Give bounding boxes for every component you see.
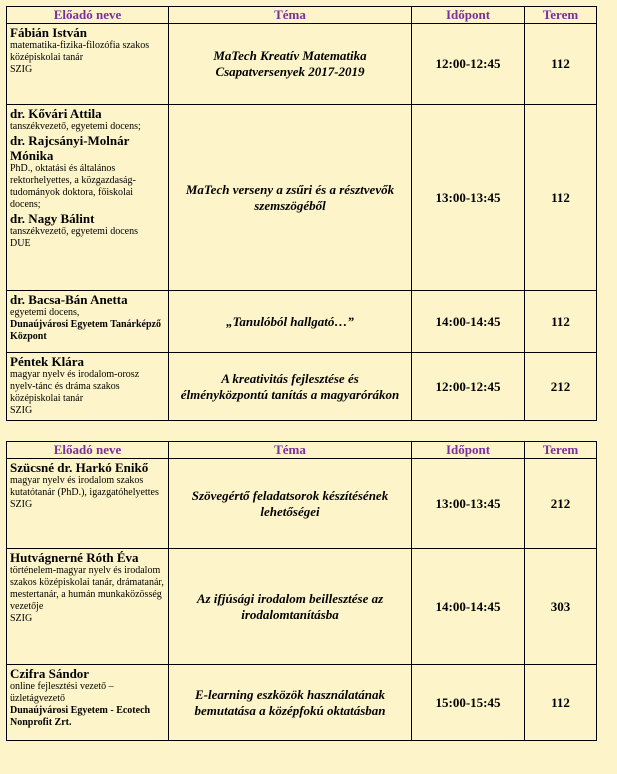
speaker-name: dr. Nagy Bálint <box>10 211 95 226</box>
speaker-org: Dunaújvárosi Egyetem - Ecotech Nonprofit Zrt. <box>10 705 151 728</box>
speaker-org: SZIG <box>10 64 33 75</box>
header-topic: Téma <box>169 7 412 24</box>
room-cell: 112 <box>525 291 597 353</box>
room-cell: 112 <box>525 105 597 291</box>
topic-cell: A kreativitás fejlesztése és élményközpontú tanítás a magyarórákon <box>169 353 412 421</box>
table-row <box>7 665 597 741</box>
header-speaker: Előadó neve <box>7 442 169 459</box>
speaker-role: PhD., oktatási és általános rektorhelyettes, a közgazdaság-tudományok doktora, főiskolai docens; <box>10 163 136 210</box>
speaker-cell <box>7 549 169 665</box>
speaker-name: Péntek Klára <box>10 354 85 369</box>
speaker-name: dr. Kővári Attila <box>10 106 102 121</box>
speaker-role: magyar nyelv és irodalom szakos kutatótanár (PhD.), igazgatóhelyettes <box>10 475 159 498</box>
speaker-cell <box>7 105 169 291</box>
header-room: Terem <box>525 442 597 459</box>
table-row <box>7 459 597 549</box>
topic-cell: „Tanulóból hallgató…” <box>169 291 412 353</box>
speaker-name: Hutvágnerné Róth Éva <box>10 550 139 565</box>
table-row <box>7 353 597 421</box>
topic-cell: MaTech verseny a zsűri és a résztvevők szemszögéből <box>169 105 412 291</box>
room-cell: 112 <box>525 665 597 741</box>
speaker-role: online fejlesztési vezető – üzletágvezető <box>10 681 114 704</box>
table-header-row <box>7 442 597 459</box>
schedule-table-2 <box>6 441 597 741</box>
time-cell: 13:00-13:45 <box>412 105 525 291</box>
table-row <box>7 291 597 353</box>
speaker-org: SZIG <box>10 613 33 624</box>
schedule-table-1 <box>6 6 597 421</box>
speaker-name: Szücsné dr. Harkó Enikő <box>10 460 149 475</box>
room-cell: 212 <box>525 459 597 549</box>
topic-cell: E-learning eszközök használatának bemutatása a középfokú oktatásban <box>169 665 412 741</box>
topic-cell: Az ifjúsági irodalom beillesztése az irodalomtanításba <box>169 549 412 665</box>
speaker-name: dr. Rajcsányi-Molnár Mónika <box>10 133 130 163</box>
table-header-row <box>7 7 597 24</box>
table-row <box>7 549 597 665</box>
speaker-org: DUE <box>10 238 31 249</box>
speaker-org: Dunaújvárosi Egyetem Tanárképző Központ <box>10 319 161 342</box>
room-cell: 112 <box>525 24 597 105</box>
speaker-name: Czifra Sándor <box>10 666 90 681</box>
speaker-role: történelem-magyar nyelv és irodalom szakos középiskolai tanár, drámatanár, mestertanár, a humán munkaközösség vezetője <box>10 565 164 612</box>
header-topic: Téma <box>169 442 412 459</box>
speaker-org: SZIG <box>10 499 33 510</box>
speaker-cell <box>7 291 169 353</box>
speaker-name: Fábián István <box>10 25 87 40</box>
topic-cell: MaTech Kreatív Matematika Csapatversenyek 2017-2019 <box>169 24 412 105</box>
topic-cell: Szövegértő feladatsorok készítésének lehetőségei <box>169 459 412 549</box>
speaker-cell <box>7 459 169 549</box>
header-room: Terem <box>525 7 597 24</box>
header-time: Időpont <box>412 7 525 24</box>
speaker-cell <box>7 665 169 741</box>
table-row <box>7 24 597 105</box>
header-speaker: Előadó neve <box>7 7 169 24</box>
time-cell: 14:00-14:45 <box>412 549 525 665</box>
speaker-cell <box>7 353 169 421</box>
time-cell: 14:00-14:45 <box>412 291 525 353</box>
speaker-role: matematika-fizika-filozófia szakos középiskolai tanár <box>10 40 150 63</box>
time-cell: 15:00-15:45 <box>412 665 525 741</box>
speaker-role: egyetemi docens, <box>10 307 80 318</box>
header-time: Időpont <box>412 442 525 459</box>
speaker-name: dr. Bacsa-Bán Anetta <box>10 292 128 307</box>
time-cell: 12:00-12:45 <box>412 24 525 105</box>
room-cell: 303 <box>525 549 597 665</box>
time-cell: 12:00-12:45 <box>412 353 525 421</box>
speaker-org: SZIG <box>10 405 33 416</box>
speaker-role: tanszékvezető, egyetemi docens <box>10 226 138 237</box>
speaker-role: tanszékvezető, egyetemi docens; <box>10 121 141 132</box>
speaker-cell <box>7 24 169 105</box>
room-cell: 212 <box>525 353 597 421</box>
table-row <box>7 105 597 291</box>
speaker-role: magyar nyelv és irodalom-orosz nyelv-tánc és dráma szakos középiskolai tanár <box>10 369 140 404</box>
time-cell: 13:00-13:45 <box>412 459 525 549</box>
